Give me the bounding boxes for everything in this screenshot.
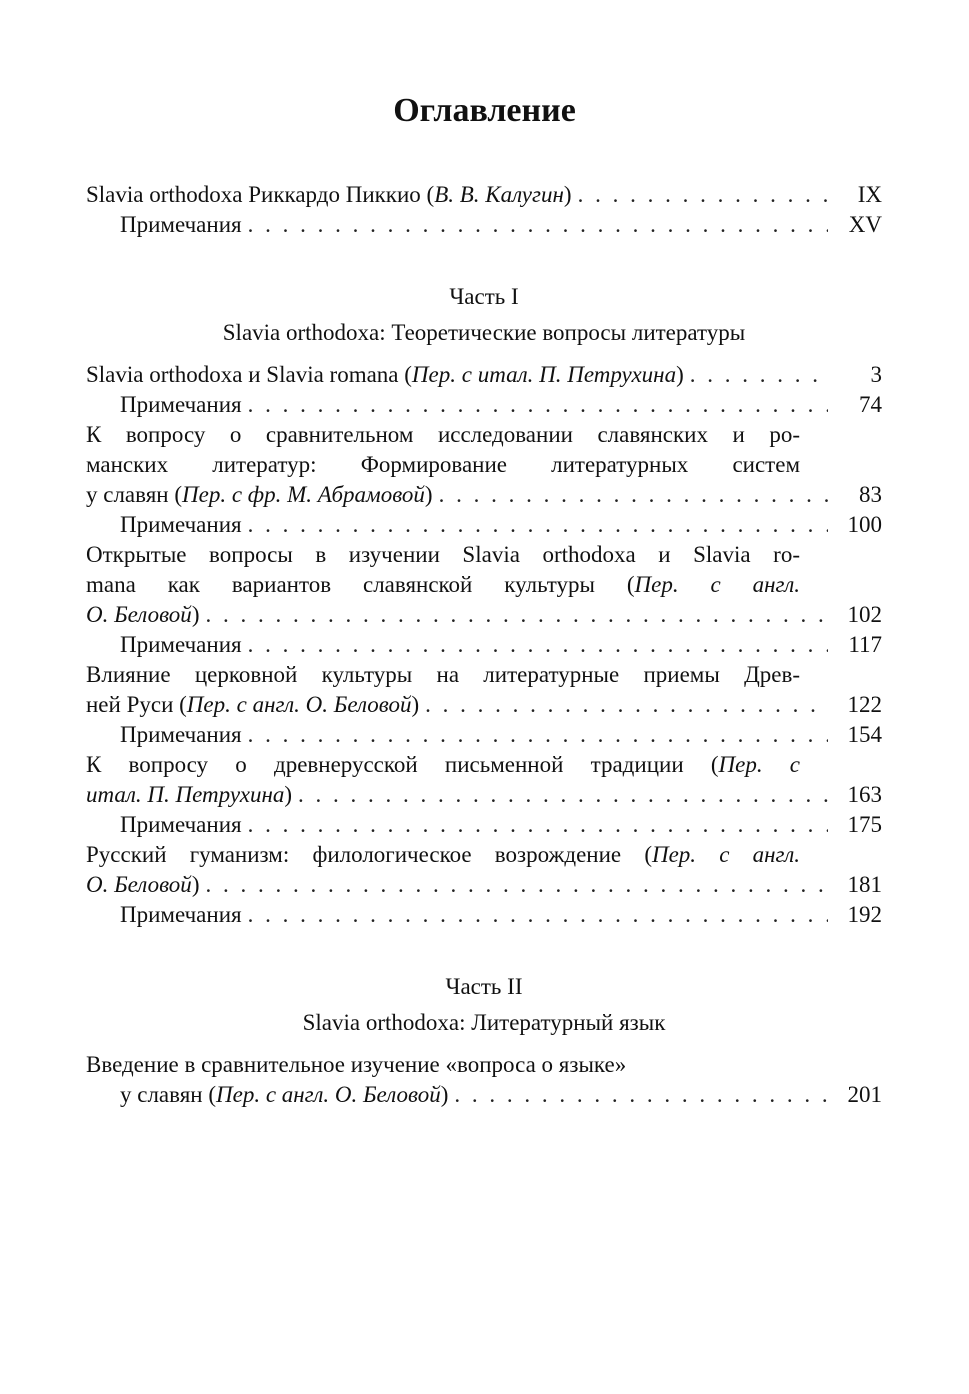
toc-entry[interactable]: ней Руси (Пер. с англ. О. Беловой) . . . 122 bbox=[86, 690, 882, 720]
page-number: 122 bbox=[847, 692, 882, 717]
toc-part2 bbox=[86, 1050, 882, 1110]
leader-dots bbox=[298, 780, 828, 810]
leader-dots bbox=[439, 480, 828, 510]
page-number: 163 bbox=[847, 782, 882, 807]
toc-entry-line[interactable]: mana как вариантов славянской культуры (Пер. с англ. bbox=[86, 572, 800, 597]
toc-notes-entry[interactable]: Примечания . . . XV bbox=[86, 210, 882, 240]
part-subtitle: Slavia orthodoxa: Теоретические вопросы литературы bbox=[222, 320, 746, 345]
page-number: 83 bbox=[859, 482, 882, 507]
leader-dots bbox=[454, 1080, 828, 1110]
toc-notes-entry[interactable]: Примечания . . . 154 bbox=[86, 720, 882, 750]
leader-dots bbox=[205, 870, 828, 900]
leader-dots bbox=[425, 690, 828, 720]
page-number: 181 bbox=[847, 872, 882, 897]
toc-entry-line[interactable]: К вопросу о древнерусской письменной традиции (Пер. с bbox=[86, 752, 800, 777]
leader-dots bbox=[248, 720, 828, 750]
page-number: 201 bbox=[847, 1082, 882, 1107]
leader-dots bbox=[690, 360, 828, 390]
part-subtitle: Slavia orthodoxa: Литературный язык bbox=[302, 1010, 666, 1035]
toc-entry[interactable]: у славян (Пер. с англ. О. Беловой) . . . 201 bbox=[86, 1080, 882, 1110]
toc-entry-line[interactable]: Русский гуманизм: филологическое возрождение (Пер. с англ. bbox=[86, 842, 801, 867]
page-title: Оглавление bbox=[393, 92, 576, 129]
leader-dots bbox=[248, 390, 828, 420]
toc-notes-entry[interactable]: Примечания . . . 117 bbox=[86, 630, 882, 660]
toc-notes-entry[interactable]: Примечания . . . 192 bbox=[86, 900, 882, 930]
leader-dots bbox=[248, 510, 828, 540]
toc-entry[interactable]: О. Беловой) . . . 181 bbox=[86, 870, 882, 900]
toc-entry[interactable]: Slavia orthodoxa и Slavia romana (Пер. с итал. П. Петрухина) . . . 3 bbox=[86, 360, 882, 390]
page-number: 74 bbox=[859, 392, 882, 417]
leader-dots bbox=[248, 210, 828, 240]
toc-notes-entry[interactable]: Примечания . . . 100 bbox=[86, 510, 882, 540]
page-number: 100 bbox=[847, 512, 882, 537]
page-number: IX bbox=[857, 182, 882, 207]
leader-dots bbox=[205, 600, 828, 630]
page-number: XV bbox=[848, 212, 882, 237]
toc-notes-entry[interactable]: Примечания . . . 74 bbox=[86, 390, 882, 420]
leader-dots bbox=[248, 900, 828, 930]
part-label: Часть II bbox=[445, 974, 523, 999]
page-number: 3 bbox=[870, 362, 882, 387]
toc-entry-line[interactable]: Введение в сравнительное изучение «вопроса о языке» bbox=[86, 1052, 627, 1077]
toc-entry[interactable]: О. Беловой) . . . 102 bbox=[86, 600, 882, 630]
toc-entry-line[interactable]: Влияние церковной культуры на литературные приемы Древ- bbox=[86, 662, 800, 687]
leader-dots bbox=[248, 810, 828, 840]
toc-notes-entry[interactable]: Примечания . . . 175 bbox=[86, 810, 882, 840]
toc-intro bbox=[86, 180, 882, 240]
part-label: Часть I bbox=[449, 284, 519, 309]
page-number: 192 bbox=[847, 902, 882, 927]
toc-entry[interactable]: итал. П. Петрухина) . . . 163 bbox=[86, 780, 882, 810]
leader-dots bbox=[248, 630, 828, 660]
toc-entry-line[interactable]: манских литератур: Формирование литературных систем bbox=[86, 452, 800, 477]
toc-entry-line[interactable]: Открытые вопросы в изучении Slavia orthodoxa и Slavia ro- bbox=[86, 542, 800, 567]
toc-part1 bbox=[86, 360, 882, 930]
page-number: 175 bbox=[847, 812, 882, 837]
toc-entry[interactable]: у славян (Пер. с фр. М. Абрамовой) . . . 83 bbox=[86, 480, 882, 510]
page-number: 154 bbox=[847, 722, 882, 747]
page-number: 102 bbox=[847, 602, 882, 627]
page-number: 117 bbox=[848, 632, 882, 657]
leader-dots bbox=[578, 180, 828, 210]
toc-entry[interactable]: Slavia orthodoxa Риккардо Пиккио (В. В. Калугин) . . . IX bbox=[86, 180, 882, 210]
toc-entry-line[interactable]: К вопросу о сравнительном исследовании славянских и ро- bbox=[86, 422, 800, 447]
